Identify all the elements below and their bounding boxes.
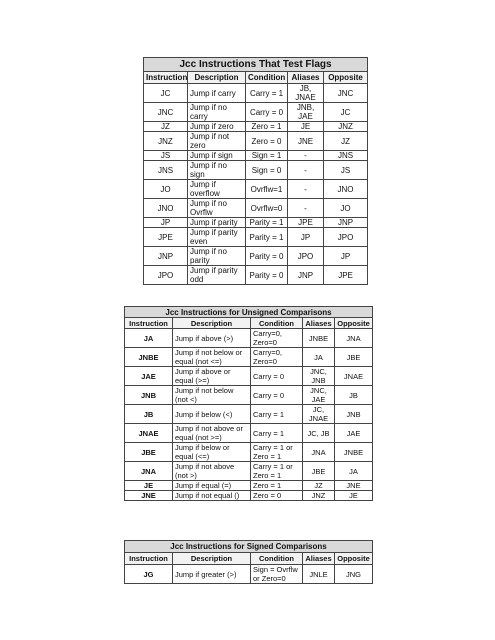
instruction-cell: JG — [125, 565, 173, 584]
description-cell: Jump if not above or equal (not >=) — [173, 424, 251, 443]
opposite-cell: JB — [335, 386, 373, 405]
opposite-cell: JO — [324, 199, 368, 218]
column-header: Description — [188, 72, 246, 84]
column-header: Condition — [251, 553, 303, 565]
table-row — [144, 103, 368, 122]
condition-cell: Carry = 0 — [251, 367, 303, 386]
table-row — [144, 122, 368, 132]
description-cell: Jump if no sign — [188, 161, 246, 180]
table-row — [125, 424, 373, 443]
column-header: Condition — [251, 318, 303, 329]
aliases-cell: JPO — [288, 247, 324, 266]
aliases-cell: JNB, JAE — [288, 103, 324, 122]
column-header: Aliases — [303, 553, 335, 565]
opposite-cell: JPO — [324, 228, 368, 247]
description-cell: Jump if not zero — [188, 132, 246, 151]
condition-cell: Ovrflw=1 — [246, 180, 288, 199]
opposite-cell: JNB — [335, 405, 373, 424]
table-row — [144, 247, 368, 266]
column-header: Description — [173, 318, 251, 329]
aliases-cell: JNP — [288, 266, 324, 285]
description-cell: Jump if below (<) — [173, 405, 251, 424]
table-row — [144, 218, 368, 228]
aliases-cell: JNC, JAE — [303, 386, 335, 405]
condition-cell: Carry = 1 — [246, 84, 288, 103]
description-cell: Jump if below or equal (<=) — [173, 443, 251, 462]
instruction-cell: JNS — [144, 161, 188, 180]
opposite-cell: JA — [335, 462, 373, 481]
description-cell: Jump if parity — [188, 218, 246, 228]
instruction-cell: JP — [144, 218, 188, 228]
table-row — [125, 481, 373, 491]
condition-cell: Carry = 1 or Zero = 1 — [251, 443, 303, 462]
description-cell: Jump if not equal () — [173, 491, 251, 501]
description-cell: Jump if greater (>) — [173, 565, 251, 584]
column-header: Opposite — [335, 553, 373, 565]
opposite-cell: JNC — [324, 84, 368, 103]
table-body — [125, 329, 373, 501]
opposite-cell: JNBE — [335, 443, 373, 462]
description-cell: Jump if no parity — [188, 247, 246, 266]
table-body — [125, 565, 373, 584]
table-row — [125, 348, 373, 367]
instruction-cell: JAE — [125, 367, 173, 386]
table-title: Jcc Instructions for Unsigned Comparisons — [125, 307, 373, 318]
table-title: Jcc Instructions for Signed Comparisons — [125, 541, 373, 553]
column-header: Description — [173, 553, 251, 565]
aliases-cell: JNZ — [303, 491, 335, 501]
instruction-cell: JNC — [144, 103, 188, 122]
condition-cell: Zero = 0 — [251, 491, 303, 501]
column-header: Opposite — [324, 72, 368, 84]
aliases-cell: - — [288, 161, 324, 180]
table-title: Jcc Instructions That Test Flags — [144, 58, 368, 72]
description-cell: Jump if above (>) — [173, 329, 251, 348]
instruction-cell: JB — [125, 405, 173, 424]
opposite-cell: JBE — [335, 348, 373, 367]
condition-cell: Carry = 1 or Zero = 1 — [251, 462, 303, 481]
description-cell: Jump if not below or equal (not <=) — [173, 348, 251, 367]
condition-cell: Carry = 0 — [246, 103, 288, 122]
signed-comparisons-table — [124, 540, 373, 584]
instruction-cell: JE — [125, 481, 173, 491]
flags-table — [143, 57, 368, 285]
condition-cell: Parity = 0 — [246, 266, 288, 285]
opposite-cell: JNA — [335, 329, 373, 348]
instruction-cell: JNAE — [125, 424, 173, 443]
condition-cell: Zero = 1 — [251, 481, 303, 491]
instruction-cell: JS — [144, 151, 188, 161]
aliases-cell: - — [288, 180, 324, 199]
instruction-cell: JNO — [144, 199, 188, 218]
column-header: Condition — [246, 72, 288, 84]
condition-cell: Carry = 0 — [251, 386, 303, 405]
aliases-cell: JC, JB — [303, 424, 335, 443]
instruction-cell: JNB — [125, 386, 173, 405]
instruction-cell: JA — [125, 329, 173, 348]
condition-cell: Zero = 1 — [246, 122, 288, 132]
instruction-cell: JPE — [144, 228, 188, 247]
opposite-cell: JP — [324, 247, 368, 266]
aliases-cell: JPE — [288, 218, 324, 228]
table-row — [125, 329, 373, 348]
aliases-cell: JNA — [303, 443, 335, 462]
description-cell: Jump if no carry — [188, 103, 246, 122]
table-row — [144, 266, 368, 285]
description-cell: Jump if no Ovrflw — [188, 199, 246, 218]
table-row — [144, 180, 368, 199]
description-cell: Jump if parity even — [188, 228, 246, 247]
header-row — [125, 553, 373, 565]
aliases-cell: JBE — [303, 462, 335, 481]
condition-cell: Carry=0, Zero=0 — [251, 329, 303, 348]
instruction-cell: JZ — [144, 122, 188, 132]
description-cell: Jump if overflow — [188, 180, 246, 199]
condition-cell: Sign = 1 — [246, 151, 288, 161]
table-row — [125, 367, 373, 386]
aliases-cell: - — [288, 199, 324, 218]
condition-cell: Carry=0, Zero=0 — [251, 348, 303, 367]
description-cell: Jump if above or equal (>=) — [173, 367, 251, 386]
aliases-cell: JNE — [288, 132, 324, 151]
column-header: Opposite — [335, 318, 373, 329]
opposite-cell: JAE — [335, 424, 373, 443]
description-cell: Jump if parity odd — [188, 266, 246, 285]
opposite-cell: JNE — [335, 481, 373, 491]
description-cell: Jump if carry — [188, 84, 246, 103]
description-cell: Jump if equal (=) — [173, 481, 251, 491]
opposite-cell: JE — [335, 491, 373, 501]
condition-cell: Sign = 0 — [246, 161, 288, 180]
table-row — [125, 491, 373, 501]
column-header: Aliases — [288, 72, 324, 84]
table-row — [144, 84, 368, 103]
aliases-cell: JE — [288, 122, 324, 132]
condition-cell: Ovrflw=0 — [246, 199, 288, 218]
instruction-cell: JNE — [125, 491, 173, 501]
opposite-cell: JS — [324, 161, 368, 180]
opposite-cell: JPE — [324, 266, 368, 285]
condition-cell: Carry = 1 — [251, 424, 303, 443]
opposite-cell: JC — [324, 103, 368, 122]
description-cell: Jump if not above (not >) — [173, 462, 251, 481]
column-header: Aliases — [303, 318, 335, 329]
table-row — [125, 462, 373, 481]
table-row — [144, 199, 368, 218]
condition-cell: Parity = 1 — [246, 218, 288, 228]
column-header: Instruction — [144, 72, 188, 84]
aliases-cell: JB, JNAE — [288, 84, 324, 103]
instruction-cell: JNA — [125, 462, 173, 481]
aliases-cell: JC, JNAE — [303, 405, 335, 424]
instruction-cell: JBE — [125, 443, 173, 462]
description-cell: Jump if zero — [188, 122, 246, 132]
opposite-cell: JNO — [324, 180, 368, 199]
opposite-cell: JNP — [324, 218, 368, 228]
aliases-cell: JA — [303, 348, 335, 367]
condition-cell: Parity = 0 — [246, 247, 288, 266]
condition-cell: Carry = 1 — [251, 405, 303, 424]
opposite-cell: JZ — [324, 132, 368, 151]
table-row — [144, 132, 368, 151]
table-row — [144, 151, 368, 161]
table-row — [125, 443, 373, 462]
unsigned-comparisons-table — [124, 306, 373, 501]
column-header: Instruction — [125, 553, 173, 565]
aliases-cell: JNC, JNB — [303, 367, 335, 386]
condition-cell: Parity = 1 — [246, 228, 288, 247]
opposite-cell: JNAE — [335, 367, 373, 386]
aliases-cell: JP — [288, 228, 324, 247]
table-row — [125, 405, 373, 424]
header-row — [144, 72, 368, 84]
instruction-cell: JNZ — [144, 132, 188, 151]
instruction-cell: JNBE — [125, 348, 173, 367]
column-header: Instruction — [125, 318, 173, 329]
table-row — [144, 228, 368, 247]
table-row — [125, 386, 373, 405]
aliases-cell: JZ — [303, 481, 335, 491]
header-row — [125, 318, 373, 329]
instruction-cell: JC — [144, 84, 188, 103]
description-cell: Jump if sign — [188, 151, 246, 161]
table-body — [144, 84, 368, 285]
aliases-cell: JNBE — [303, 329, 335, 348]
table-row — [125, 565, 373, 584]
opposite-cell: JNS — [324, 151, 368, 161]
instruction-cell: JNP — [144, 247, 188, 266]
opposite-cell: JNZ — [324, 122, 368, 132]
table-row — [144, 161, 368, 180]
condition-cell: Sign = Ovrflw or Zero=0 — [251, 565, 303, 584]
opposite-cell: JNG — [335, 565, 373, 584]
description-cell: Jump if not below (not <) — [173, 386, 251, 405]
aliases-cell: - — [288, 151, 324, 161]
instruction-cell: JPO — [144, 266, 188, 285]
condition-cell: Zero = 0 — [246, 132, 288, 151]
aliases-cell: JNLE — [303, 565, 335, 584]
instruction-cell: JO — [144, 180, 188, 199]
